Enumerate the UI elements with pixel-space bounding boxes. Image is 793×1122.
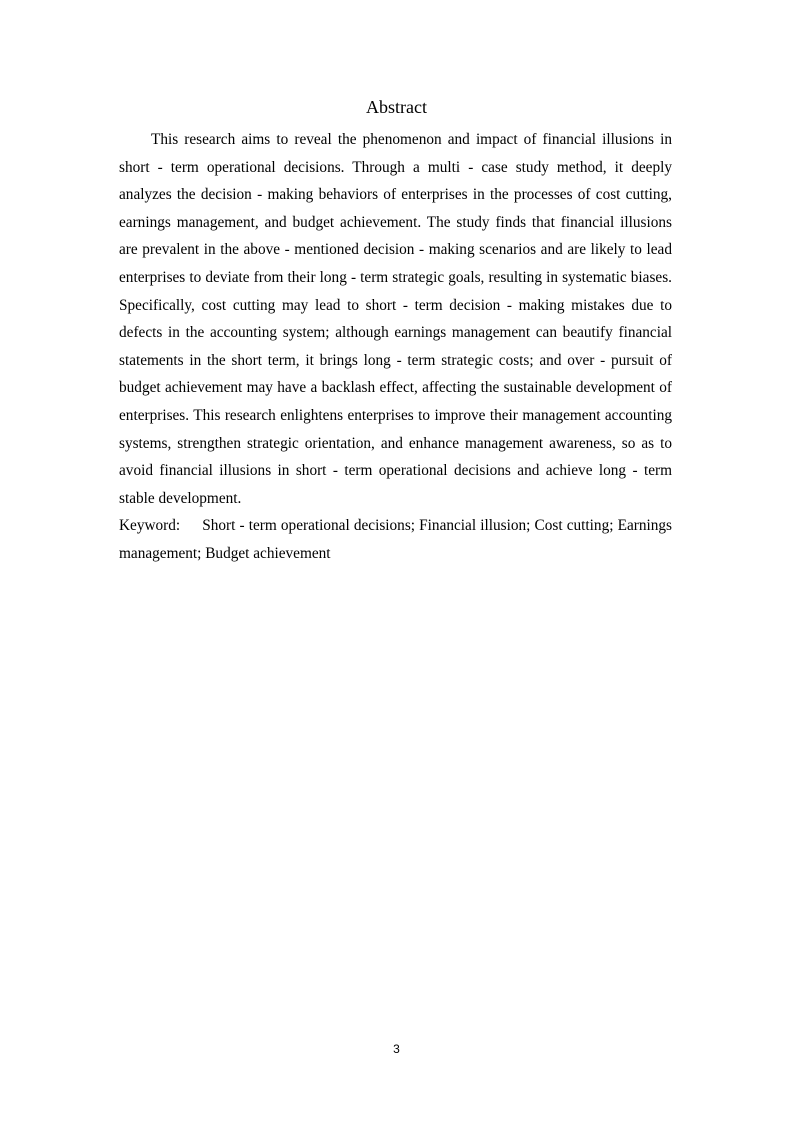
keywords-label: Keyword: bbox=[119, 517, 181, 534]
keywords-text: Short - term operational decisions; Financial illusion; Cost cutting; Earnings management; Budget achievement bbox=[119, 517, 672, 562]
abstract-body-paragraph: This research aims to reveal the phenomenon and impact of financial illusions in short - term operational decisions. Through a multi - case study method, it deeply analyzes the decision - making behaviors of enterprises in the processes of cost cutting, earnings management, and budget achievement. The study finds that financial illusions are prevalent in the above - mentioned decision - making scenarios and are likely to lead enterprises to deviate from their long - term strategic goals, resulting in systematic biases. Specifically, cost cutting may lead to short - term decision - making mistakes due to defects in the accounting system; although earnings management can beautify financial statements in the short term, it brings long - term strategic costs; and over - pursuit of budget achievement may have a backlash effect, affecting the sustainable development of enterprises. This research enlightens enterprises to improve their management accounting systems, strengthen strategic orientation, and enhance management awareness, so as to avoid financial illusions in short - term operational decisions and achieve long - term stable development. bbox=[119, 131, 672, 507]
keywords-line bbox=[119, 512, 672, 567]
page-number: 3 bbox=[393, 1042, 400, 1056]
abstract-title: Abstract bbox=[366, 97, 427, 117]
